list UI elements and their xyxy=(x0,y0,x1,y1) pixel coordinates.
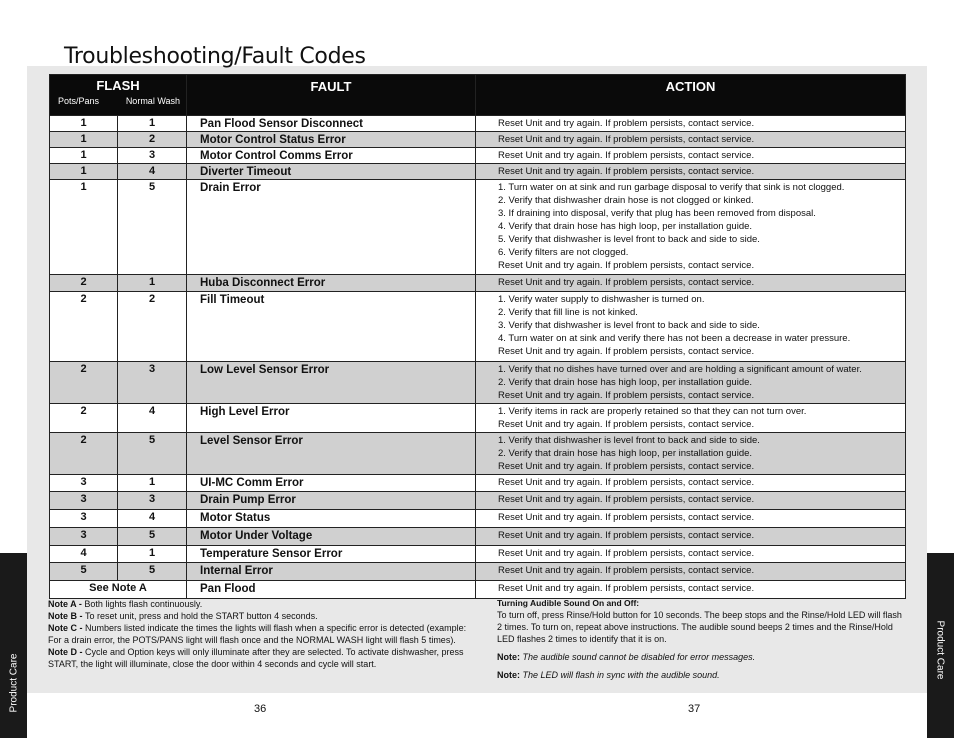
action-line: 3. Verify that dishwasher is level front to back and side to side. xyxy=(498,320,760,331)
action-cell xyxy=(476,581,906,599)
table-row xyxy=(50,148,906,164)
normal-wash-flash-cell: 1 xyxy=(118,116,187,132)
normal-wash-flash-cell: 1 xyxy=(118,275,187,292)
action-cell xyxy=(476,492,906,510)
action-cell xyxy=(476,563,906,581)
action-line: Reset Unit and try again. If problem persists, contact service. xyxy=(498,166,755,177)
fault-cell: Motor Status xyxy=(187,510,476,528)
pots-pans-flash-cell: 1 xyxy=(50,164,118,180)
normal-wash-flash-cell: 5 xyxy=(118,563,187,581)
action-line: 1. Verify that no dishes have turned over and are holding a significant amount of water. xyxy=(498,364,862,375)
fault-codes-table xyxy=(49,74,906,599)
action-line: 1. Verify that dishwasher is level front to back and side to side. xyxy=(498,435,760,446)
notes-left xyxy=(48,598,468,670)
fault-cell: Pan Flood xyxy=(187,581,476,599)
note-d: Note D - Cycle and Option keys will only illuminate after they are selected. To activate dishwasher, press START, the light will illuminate, close the door within 4 seconds and cycle will start. xyxy=(48,647,464,669)
action-cell xyxy=(476,148,906,164)
action-line: Reset Unit and try again. If problem persists, contact service. xyxy=(498,390,755,401)
fault-cell: Drain Error xyxy=(187,180,476,275)
table-row xyxy=(50,275,906,292)
action-line: Reset Unit and try again. If problem persists, contact service. xyxy=(498,346,755,357)
normal-wash-label: Normal Wash xyxy=(125,96,180,106)
normal-wash-flash-cell: 3 xyxy=(118,148,187,164)
action-line: Reset Unit and try again. If problem persists, contact service. xyxy=(498,477,755,488)
table-row xyxy=(50,404,906,433)
pots-pans-flash-cell: 5 xyxy=(50,563,118,581)
pots-pans-flash-cell: 1 xyxy=(50,132,118,148)
flash-header-label: FLASH xyxy=(96,78,140,93)
action-cell xyxy=(476,362,906,404)
page-number-right: 37 xyxy=(688,703,701,715)
fault-cell: Motor Control Status Error xyxy=(187,132,476,148)
audible-sound-title: Turning Audible Sound On and Off: xyxy=(497,598,640,608)
action-line: 2. Verify that drain hose has high loop, per installation guide. xyxy=(498,377,753,388)
action-line: Reset Unit and try again. If problem persists, contact service. xyxy=(498,583,755,594)
fault-cell: Motor Control Comms Error xyxy=(187,148,476,164)
fault-cell: Drain Pump Error xyxy=(187,492,476,510)
pots-pans-flash-cell: 2 xyxy=(50,362,118,404)
action-cell xyxy=(476,116,906,132)
fault-cell: Diverter Timeout xyxy=(187,164,476,180)
action-line: 1. Verify items in rack are properly retained so that they can not turn over. xyxy=(498,406,807,417)
action-line: 1. Turn water on at sink and run garbage disposal to verify that sink is not clogged. xyxy=(498,182,845,193)
action-line: Reset Unit and try again. If problem persists, contact service. xyxy=(498,260,755,271)
side-tab-right xyxy=(927,553,954,738)
action-cell xyxy=(476,132,906,148)
fault-cell: Temperature Sensor Error xyxy=(187,546,476,563)
table-row xyxy=(50,475,906,492)
normal-wash-flash-cell: 4 xyxy=(118,404,187,433)
table-row xyxy=(50,563,906,581)
table-row xyxy=(50,362,906,404)
action-cell xyxy=(476,510,906,528)
normal-wash-flash-cell: 2 xyxy=(118,292,187,362)
action-cell xyxy=(476,433,906,475)
pots-pans-flash-cell: 2 xyxy=(50,275,118,292)
normal-wash-flash-cell: 4 xyxy=(118,510,187,528)
page-title: Troubleshooting/Fault Codes xyxy=(64,44,366,69)
table-header-row xyxy=(50,75,906,116)
fault-cell: Motor Under Voltage xyxy=(187,528,476,546)
action-cell xyxy=(476,404,906,433)
normal-wash-flash-cell: 5 xyxy=(118,180,187,275)
action-line: 4. Turn water on at sink and verify there has not been a decrease in water pressure. xyxy=(498,333,851,344)
action-line: 2. Verify that fill line is not kinked. xyxy=(498,307,638,318)
action-line: Reset Unit and try again. If problem persists, contact service. xyxy=(498,512,755,523)
action-cell xyxy=(476,292,906,362)
action-cell xyxy=(476,475,906,492)
flash-code-cell: See Note A xyxy=(50,581,187,599)
action-header: ACTION xyxy=(476,75,906,116)
action-cell xyxy=(476,164,906,180)
action-line: Reset Unit and try again. If problem persists, contact service. xyxy=(498,461,755,472)
normal-wash-flash-cell: 3 xyxy=(118,362,187,404)
action-line: 5. Verify that dishwasher is level front to back and side to side. xyxy=(498,234,760,245)
pots-pans-flash-cell: 2 xyxy=(50,404,118,433)
side-tab-left xyxy=(0,553,27,738)
fault-cell: Low Level Sensor Error xyxy=(187,362,476,404)
fault-cell: Huba Disconnect Error xyxy=(187,275,476,292)
notes-right xyxy=(497,597,907,681)
fault-cell: UI-MC Comm Error xyxy=(187,475,476,492)
audible-note-2: Note: The LED will flash in sync with the audible sound. xyxy=(497,670,720,680)
side-tab-left-label: Product Care xyxy=(8,653,20,713)
fault-cell: Level Sensor Error xyxy=(187,433,476,475)
fault-cell: High Level Error xyxy=(187,404,476,433)
action-cell xyxy=(476,180,906,275)
fault-cell: Fill Timeout xyxy=(187,292,476,362)
flash-header xyxy=(50,75,187,116)
note-c: Note C - Numbers listed indicate the times the lights will flash when a specific error is detected (example: For a drain error, the POTS/PANS light will flash once and the NORMAL WASH light will flash 5 times). xyxy=(48,623,467,645)
action-line: 2. Verify that dishwasher drain hose is not clogged or kinked. xyxy=(498,195,754,206)
table-row xyxy=(50,433,906,475)
pots-pans-flash-cell: 1 xyxy=(50,116,118,132)
action-line: 4. Verify that drain hose has high loop, per installation guide. xyxy=(498,221,753,232)
pots-pans-flash-cell: 3 xyxy=(50,475,118,492)
table-row xyxy=(50,180,906,275)
action-cell xyxy=(476,275,906,292)
pots-pans-flash-cell: 3 xyxy=(50,510,118,528)
action-line: Reset Unit and try again. If problem persists, contact service. xyxy=(498,419,755,430)
pots-pans-flash-cell: 2 xyxy=(50,292,118,362)
normal-wash-flash-cell: 1 xyxy=(118,475,187,492)
table-row xyxy=(50,164,906,180)
table-row xyxy=(50,546,906,563)
normal-wash-flash-cell: 1 xyxy=(118,546,187,563)
action-line: Reset Unit and try again. If problem persists, contact service. xyxy=(498,494,755,505)
note-a: Note A - Both lights flash continuously. xyxy=(48,599,203,609)
pots-pans-flash-cell: 1 xyxy=(50,180,118,275)
normal-wash-flash-cell: 5 xyxy=(118,528,187,546)
action-cell xyxy=(476,546,906,563)
table-row xyxy=(50,581,906,599)
fault-cell: Pan Flood Sensor Disconnect xyxy=(187,116,476,132)
action-line: Reset Unit and try again. If problem persists, contact service. xyxy=(498,530,755,541)
table-row xyxy=(50,528,906,546)
pots-pans-flash-cell: 3 xyxy=(50,528,118,546)
table-row xyxy=(50,132,906,148)
action-line: Reset Unit and try again. If problem persists, contact service. xyxy=(498,548,755,559)
action-line: Reset Unit and try again. If problem persists, contact service. xyxy=(498,118,755,129)
action-line: Reset Unit and try again. If problem persists, contact service. xyxy=(498,277,755,288)
normal-wash-flash-cell: 3 xyxy=(118,492,187,510)
pots-pans-flash-cell: 1 xyxy=(50,148,118,164)
table-row xyxy=(50,492,906,510)
normal-wash-flash-cell: 2 xyxy=(118,132,187,148)
action-line: 3. If draining into disposal, verify that plug has been removed from disposal. xyxy=(498,208,816,219)
action-line: Reset Unit and try again. If problem persists, contact service. xyxy=(498,134,755,145)
fault-table-body xyxy=(50,116,906,599)
normal-wash-flash-cell: 5 xyxy=(118,433,187,475)
action-line: 2. Verify that drain hose has high loop, per installation guide. xyxy=(498,448,753,459)
table-row xyxy=(50,292,906,362)
table-row xyxy=(50,116,906,132)
action-line: Reset Unit and try again. If problem persists, contact service. xyxy=(498,150,755,161)
action-cell xyxy=(476,528,906,546)
action-line: 1. Verify water supply to dishwasher is turned on. xyxy=(498,294,705,305)
pots-pans-label: Pots/Pans xyxy=(58,96,100,106)
pots-pans-flash-cell: 3 xyxy=(50,492,118,510)
audible-sound-body: To turn off, press Rinse/Hold button for 10 seconds. The beep stops and the Rinse/Hold LED will flash 2 times. To turn on, repeat above instructions. The audible sound beeps 2 times and the Rinse/Hold LED flashes 2 times to identify that it is on. xyxy=(497,610,902,644)
action-line: Reset Unit and try again. If problem persists, contact service. xyxy=(498,565,755,576)
pots-pans-flash-cell: 4 xyxy=(50,546,118,563)
action-line: 6. Verify filters are not clogged. xyxy=(498,247,629,258)
fault-header: FAULT xyxy=(187,75,476,116)
side-tab-right-label: Product Care xyxy=(934,620,946,680)
fault-cell: Internal Error xyxy=(187,563,476,581)
normal-wash-flash-cell: 4 xyxy=(118,164,187,180)
pots-pans-flash-cell: 2 xyxy=(50,433,118,475)
note-b: Note B - To reset unit, press and hold the START button 4 seconds. xyxy=(48,611,318,621)
table-row xyxy=(50,510,906,528)
audible-note-1: Note: The audible sound cannot be disabled for error messages. xyxy=(497,652,756,662)
page-number-left: 36 xyxy=(254,703,267,715)
